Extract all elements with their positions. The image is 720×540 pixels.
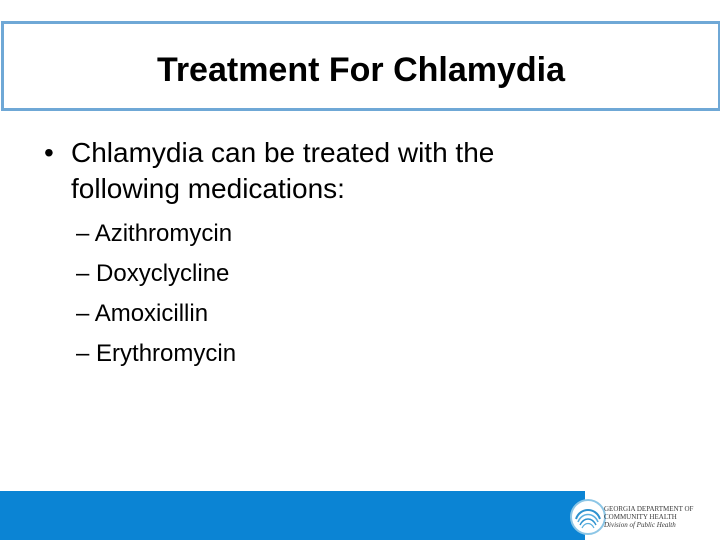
medication-item <box>76 214 476 254</box>
medication-name: Doxyclycline <box>96 260 230 287</box>
medication-item <box>76 254 476 294</box>
georgia-dph-swirl-logo-icon <box>568 497 608 537</box>
logo-line-1: GEORGIA DEPARTMENT OF <box>604 505 694 513</box>
medication-list <box>76 214 476 374</box>
slide-title: Treatment For Chlamydia <box>156 50 566 89</box>
dash-marker: – <box>76 340 90 367</box>
logo-line-2: COMMUNITY HEALTH <box>604 513 677 521</box>
dash-marker: – <box>76 220 90 247</box>
logo-line-3: Division of Public Health <box>604 521 676 529</box>
organization-logo-text <box>604 505 714 529</box>
medication-name: Azithromycin <box>94 220 233 247</box>
footer-bar <box>0 491 585 540</box>
bullet-text: Chlamydia can be treated with the following medications: <box>71 137 495 204</box>
medication-item <box>76 334 476 374</box>
medication-name: Erythromycin <box>96 340 237 367</box>
medication-name: Amoxicillin <box>94 300 209 327</box>
dash-marker: – <box>76 260 90 287</box>
bullet-marker: • <box>44 137 54 168</box>
dash-marker: – <box>76 300 90 327</box>
title-box <box>1 21 720 111</box>
medication-item <box>76 294 476 334</box>
